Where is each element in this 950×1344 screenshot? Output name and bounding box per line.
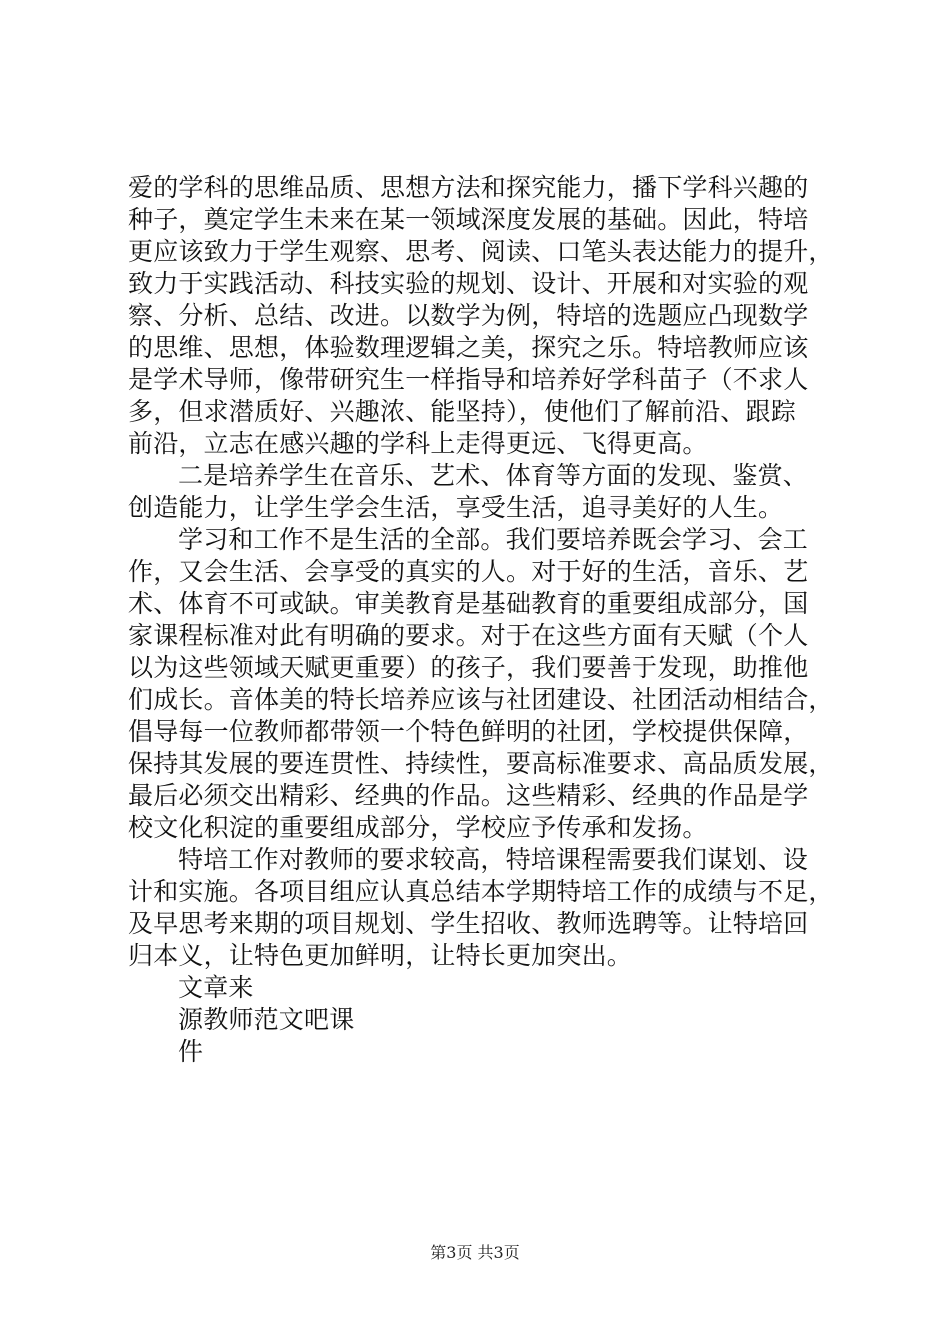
- source-note-line: 件: [178, 1037, 204, 1066]
- page-number-footer: 第3页 共3页: [430, 1243, 520, 1262]
- text-line: 及早思考来期的项目规划、学生招收、教师选聘等。让特培回: [128, 909, 809, 938]
- text-line: 术、体育不可或缺。审美教育是基础教育的重要组成部分，国: [128, 589, 809, 618]
- text-line: 前沿，立志在感兴趣的学科上走得更远、飞得更高。: [128, 429, 708, 458]
- text-line: 致力于实践活动、科技实验的规划、设计、开展和对实验的观: [128, 269, 809, 298]
- text-line: 校文化积淀的重要组成部分，学校应予传承和发扬。: [128, 813, 708, 842]
- text-line: 以为这些领域天赋更重要）的孩子，我们要善于发现，助推他: [128, 653, 809, 682]
- text-line: 归本义，让特色更加鲜明，让特长更加突出。: [128, 941, 633, 970]
- source-note-line: 文章来: [178, 973, 254, 1002]
- source-note-line: 源教师范文吧课: [178, 1005, 355, 1034]
- text-line: 计和实施。各项目组应认真总结本学期特培工作的成绩与不足，: [128, 877, 834, 906]
- paragraph-start-line: 特培工作对教师的要求较高，特培课程需要我们谋划、设: [178, 845, 809, 874]
- paragraph-start-line: 学习和工作不是生活的全部。我们要培养既会学习、会工: [178, 525, 809, 554]
- text-line: 是学术导师，像带研究生一样指导和培养好学科苗子（不求人: [128, 365, 809, 394]
- text-line: 作，又会生活、会享受的真实的人。对于好的生活，音乐、艺: [128, 557, 809, 586]
- text-line: 保持其发展的要连贯性、持续性，要高标准要求、高品质发展，: [128, 749, 834, 778]
- text-line: 创造能力，让学生学会生活，享受生活，追寻美好的人生。: [128, 493, 784, 522]
- paragraph-start-line: 二是培养学生在音乐、艺术、体育等方面的发现、鉴赏、: [178, 461, 809, 490]
- text-line: 多，但求潜质好、兴趣浓、能坚持），使他们了解前沿、跟踪: [128, 397, 796, 426]
- text-line: 最后必须交出精彩、经典的作品。这些精彩、经典的作品是学: [128, 781, 809, 810]
- text-line: 更应该致力于学生观察、思考、阅读、口笔头表达能力的提升，: [128, 237, 834, 266]
- document-body: [128, 172, 834, 1068]
- text-line: 们成长。音体美的特长培养应该与社团建设、社团活动相结合，: [128, 685, 834, 714]
- text-line: 爱的学科的思维品质、思想方法和探究能力，播下学科兴趣的: [128, 173, 809, 202]
- text-line: 种子，奠定学生未来在某一领域深度发展的基础。因此，特培: [128, 205, 809, 234]
- text-line: 家课程标准对此有明确的要求。对于在这些方面有天赋（个人: [128, 621, 809, 650]
- text-line: 察、分析、总结、改进。以数学为例，特培的选题应凸现数学: [128, 301, 809, 330]
- text-line: 的思维、思想，体验数理逻辑之美，探究之乐。特培教师应该: [128, 333, 809, 362]
- text-line: 倡导每一位教师都带领一个特色鲜明的社团，学校提供保障，: [128, 717, 809, 746]
